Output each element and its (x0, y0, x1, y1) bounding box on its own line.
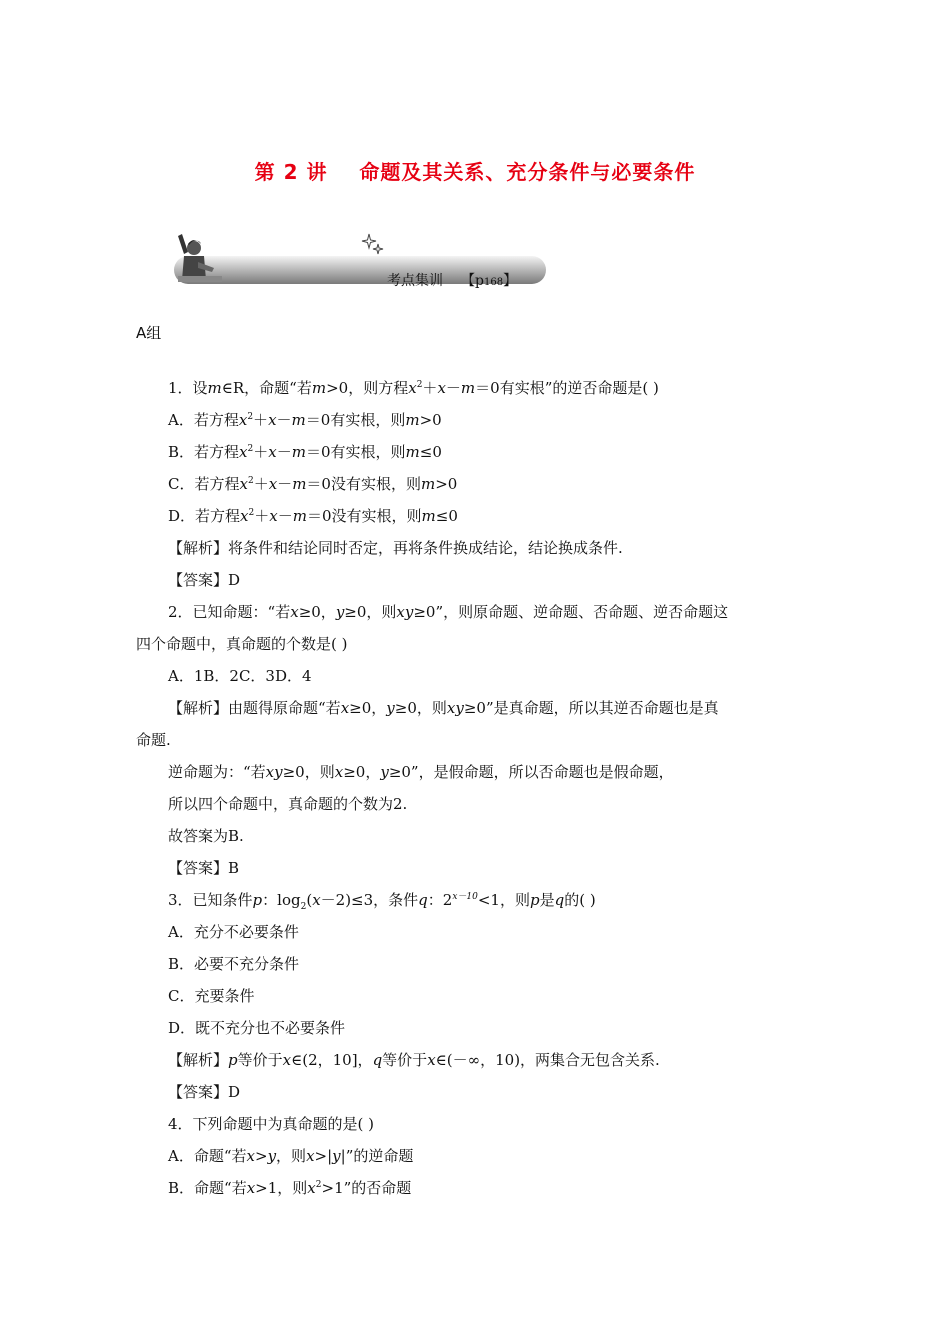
q1-option-c: C．若方程$x^2+x-m=0$没有实根，则m>0 (168, 475, 458, 493)
q3-option-d: D．既不充分也不必要条件 (168, 1019, 346, 1037)
section-banner (168, 232, 568, 292)
q3-option-a: A．充分不必要条件 (168, 923, 299, 941)
q3-analysis: 【解析】p等价于x∈(2，10]，q等价于x∈(－∞，10)，两集合无包含关系. (168, 1051, 660, 1069)
q4-option-b: B．命题“若x>1，则$x^2>1$”的否命题 (168, 1179, 412, 1197)
q2-stem-line2: 四个命题中，真命题的个数是( ) (136, 635, 348, 653)
q1-option-b: B．若方程$x^2+x-m=0$有实根，则m≤0 (168, 443, 442, 461)
q1-answer: 【答案】D (168, 571, 241, 589)
q3-option-c: C．充要条件 (168, 987, 255, 1005)
group-label: A组 (136, 324, 162, 342)
q3-answer: 【答案】D (168, 1083, 241, 1101)
q2-analysis-line4: 所以四个命题中，真命题的个数为2. (168, 795, 408, 813)
sparkle-icon (360, 232, 386, 258)
q2-analysis-line1: 【解析】由题得原命题“若x≥0，y≥0，则xy≥0”是真命题，所以其逆否命题也是真 (168, 699, 719, 717)
q1-stem: 1．设m∈R，命题“若m>0，则方程$x^2+x-m=0$有实根”的逆否命题是( ) (168, 379, 659, 397)
q2-options: A．1B．2C．3D．4 (168, 667, 312, 685)
q4-option-a: A．命题“若x>y，则x>|y|”的逆命题 (168, 1147, 414, 1165)
banner-label: 考点集训 (387, 273, 443, 289)
q3-stem: 3．已知条件p：$\log_2(x-2)\le 3$，条件q：$2^{x-10}<1$，则p是q的( ) (168, 891, 596, 912)
lesson-title: 第 2 讲 命题及其关系、充分条件与必要条件 (254, 160, 696, 184)
q2-analysis-line3: 逆命题为：“若xy≥0，则x≥0，y≥0”，是假命题，所以否命题也是假命题， (168, 763, 674, 781)
page-reference: 【p168】 (461, 273, 518, 289)
q2-analysis-line2: 命题. (136, 731, 171, 749)
q1-option-d: D．若方程$x^2+x-m=0$没有实根，则m≤0 (168, 507, 458, 525)
q4-stem: 4．下列命题中为真命题的是( ) (168, 1115, 375, 1133)
q3-option-b: B．必要不充分条件 (168, 955, 300, 973)
student-illustration (168, 232, 228, 284)
q1-option-a: A．若方程$x^2+x-m=0$有实根，则m>0 (168, 411, 442, 429)
q1-analysis: 【解析】将条件和结论同时否定，再将条件换成结论，结论换成条件. (168, 539, 623, 557)
q2-answer: 【答案】B (168, 859, 240, 877)
question-content (136, 372, 826, 1204)
q2-stem-line1: 2．已知命题：“若x≥0，y≥0，则xy≥0”，则原命题、逆命题、否命题、逆否命题这 (168, 603, 729, 621)
q2-analysis-line5: 故答案为B. (168, 827, 244, 845)
